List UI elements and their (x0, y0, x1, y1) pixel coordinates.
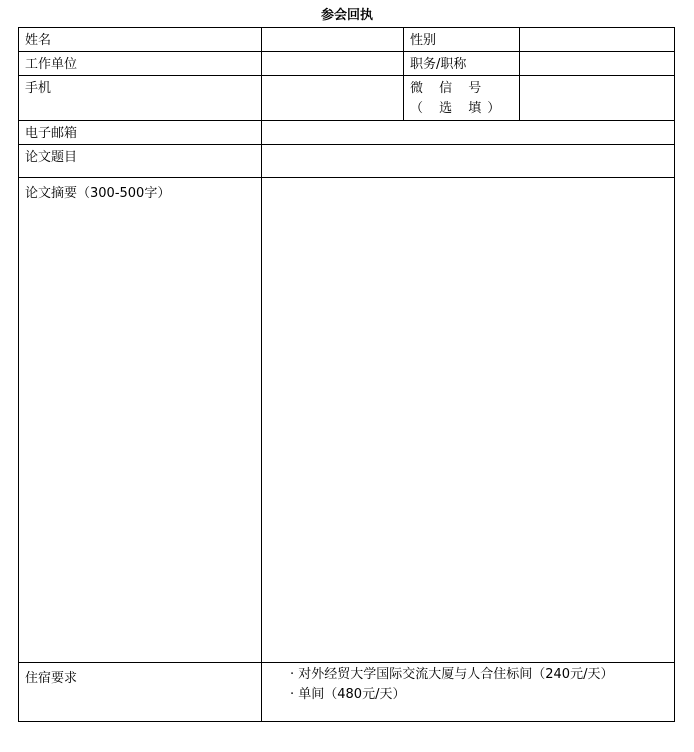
row-phone-wechat (19, 76, 675, 121)
name-field[interactable] (262, 28, 404, 52)
accommodation-label: 住宿要求 (19, 663, 262, 722)
row-unit-position (19, 52, 675, 76)
accommodation-option-single[interactable]: · 单间（480元/天） (290, 687, 406, 702)
wechat-field[interactable] (520, 76, 675, 121)
email-label: 电子邮箱 (19, 121, 262, 145)
work-unit-field[interactable] (262, 52, 404, 76)
phone-field[interactable] (262, 76, 404, 121)
position-label: 职务/职称 (404, 52, 520, 76)
abstract-label: 论文摘要（300-500字） (19, 178, 262, 663)
gender-label: 性别 (404, 28, 520, 52)
form-title: 参会回执 (320, 8, 373, 23)
accommodation-options (262, 663, 675, 722)
registration-table (18, 27, 675, 722)
row-accommodation (19, 663, 675, 722)
work-unit-label: 工作单位 (19, 52, 262, 76)
paper-title-field[interactable] (262, 145, 675, 178)
accommodation-option-shared[interactable]: · 对外经贸大学国际交流大厦与人合住标间（240元/天） (290, 667, 614, 682)
row-email (19, 121, 675, 145)
phone-label: 手机 (19, 76, 262, 121)
row-paper-title (19, 145, 675, 178)
position-field[interactable] (520, 52, 675, 76)
wechat-label: 微 信 号 （ 选 填） (404, 76, 520, 121)
gender-field[interactable] (520, 28, 675, 52)
row-name-gender (19, 28, 675, 52)
name-label: 姓名 (19, 28, 262, 52)
row-abstract (19, 178, 675, 663)
email-field[interactable] (262, 121, 675, 145)
paper-title-label: 论文题目 (19, 145, 262, 178)
abstract-field[interactable] (262, 178, 675, 663)
